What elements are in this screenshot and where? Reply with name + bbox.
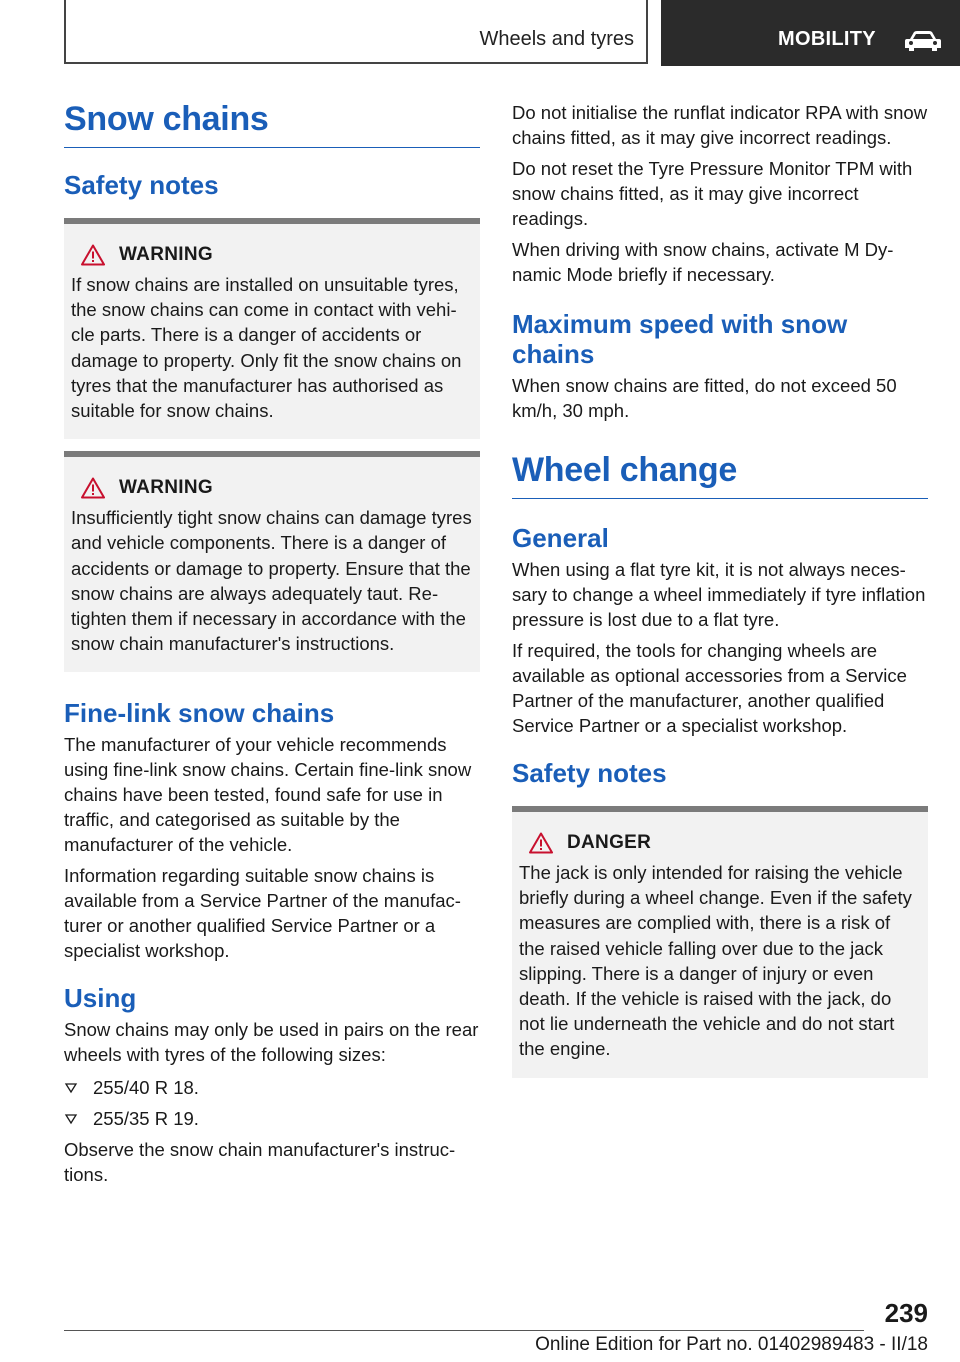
triangle-bullet-icon [64, 1081, 78, 1095]
paragraph: Observe the snow chain manufacturer's instructions. [64, 1139, 456, 1186]
right-column [512, 100, 928, 1078]
page-header [0, 0, 960, 66]
heading-maximum-speed: Maximum speed with snow chains [512, 309, 848, 369]
header-chapter-tab [661, 0, 960, 66]
warning-text: Insufficiently tight snow chains can damage tyres and vehicle components. There is a danger of accidents or damage to property. Ensure that the snow chains are always adequately taut. Re-tighten them if necessary in accordance with the snow chain manufacturer's instructions. [71, 507, 472, 655]
paragraph: When snow chains are fitted, do not exceed 50 km/h, 30 mph. [512, 375, 897, 421]
header-section-tab [64, 0, 648, 64]
list-item-text: 255/35 R 19. [93, 1108, 199, 1130]
warning-label: WARNING [119, 244, 213, 265]
edition-note: Online Edition for Part no. 01402989483 - II/18 [535, 1334, 928, 1355]
warning-triangle-icon [81, 244, 105, 266]
heading-fine-link-snow-chains: Fine-link snow chains [64, 698, 335, 729]
left-column [64, 100, 480, 1187]
paragraph: Do not initialise the runflat indicator RPA with snow chains fitted, as it may give incorrect readings. [512, 102, 928, 148]
tyre-size-list [64, 1075, 480, 1131]
warning-triangle-icon [529, 832, 553, 854]
car-front-icon [904, 30, 942, 52]
paragraph: If required, the tools for changing wheels are available as optional accessories from a Service Partner of the manufacturer, another qualified Service Partner or a specialist workshop. [512, 640, 907, 736]
warning-label: WARNING [119, 477, 213, 499]
list-item [64, 1075, 480, 1100]
warning-triangle-icon [81, 477, 105, 499]
paragraph: Do not reset the Tyre Pressure Monitor TPM with snow chains fitted, as it may give incorrect readings. [512, 158, 913, 229]
warning-box [64, 218, 480, 439]
danger-text: The jack is only intended for raising the vehicle briefly during a wheel change. Even if the safety measures are complied with, there is a risk of the raised vehicle falling over due to the jack slipping. There is a danger of injury or even death. If the vehicle is raised with the jack, do not lie underneath the vehicle and do not start the engine. [519, 862, 912, 1060]
warning-text: If snow chains are installed on unsuitable tyres, the snow chains can come in contact with vehicle parts. There is a danger of accidents or damage to property. Only fit the snow chains on tyres that the manufacturer has authorised as suitable for snow chains. [71, 274, 462, 422]
danger-label: DANGER [567, 832, 652, 853]
heading-safety-notes: Safety notes [512, 758, 667, 788]
triangle-bullet-icon [64, 1112, 78, 1126]
list-item-text: 255/40 R 18. [93, 1077, 199, 1099]
paragraph: Information regarding suitable snow chains is available from a Service Partner of the manufacturer or another qualified Service Partner or a specialist workshop. [64, 865, 461, 962]
list-item [64, 1106, 480, 1131]
heading-safety-notes: Safety notes [64, 170, 219, 200]
section-title-wheel-change: Wheel change [512, 451, 928, 499]
section-title-snow-chains: Snow chains [64, 100, 480, 148]
danger-box [512, 806, 928, 1078]
header-chapter-label: MOBILITY [778, 28, 876, 50]
page-number: 239 [884, 1298, 928, 1328]
footer-divider [64, 1330, 864, 1331]
heading-using: Using [64, 983, 137, 1014]
paragraph: When using a flat tyre kit, it is not always necessary to change a wheel immediately if tyre inflation pressure is lost due to a flat tyre. [512, 559, 926, 630]
paragraph: When driving with snow chains, activate M Dynamic Mode briefly if necessary. [512, 239, 894, 285]
paragraph: Snow chains may only be used in pairs on the rear wheels with tyres of the following sizes: [64, 1019, 479, 1066]
warning-box [64, 451, 480, 672]
paragraph: The manufacturer of your vehicle recommends using fine-link snow chains. Certain fine-link snow chains have been tested, found safe for use in traffic, and categorised as suitable by the manufacturer of the vehicle. [64, 734, 472, 856]
heading-general: General [512, 523, 609, 553]
header-section-label: Wheels and tyres [479, 28, 634, 50]
